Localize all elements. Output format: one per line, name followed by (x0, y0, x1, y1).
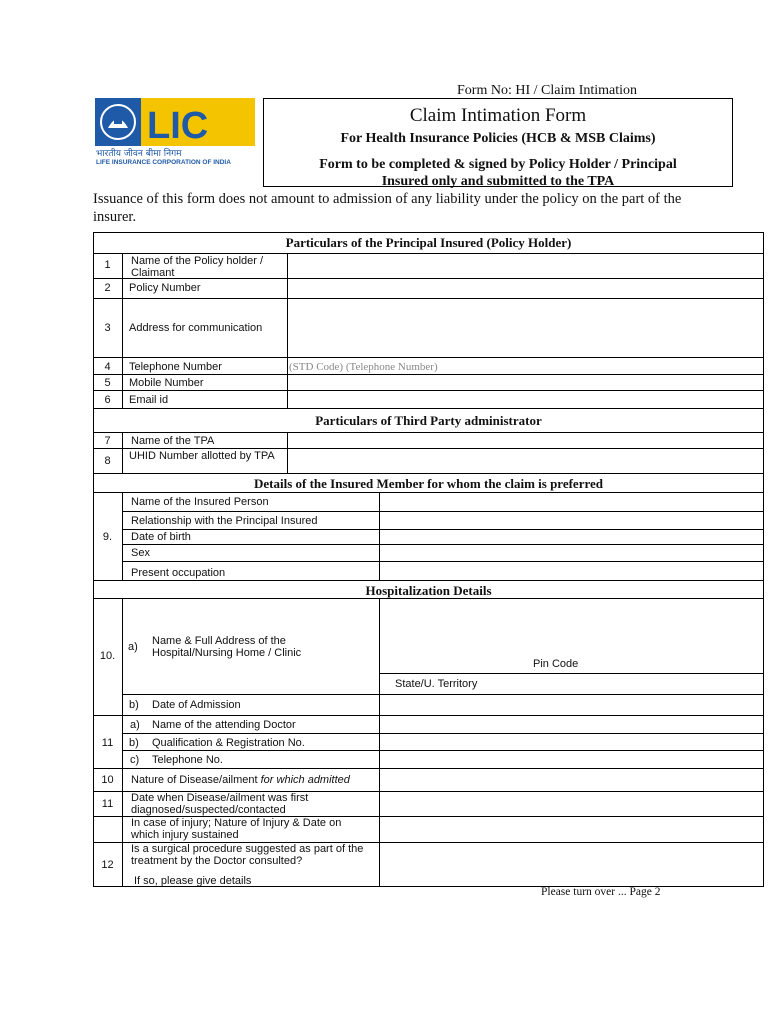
row-number: 11 (101, 798, 114, 810)
section-principal-insured: Particulars of the Principal Insured (Policy Holder) (285, 235, 572, 250)
sub-item-letter: a) (130, 719, 140, 731)
tpa-name-label: Name of the TPA (131, 435, 215, 447)
section-hospitalization: Hospitalization Details (365, 583, 492, 598)
form-subtitle: For Health Insurance Policies (HCB & MSB Claims) (340, 131, 656, 146)
row-number: 10 (101, 774, 114, 786)
doctor-telephone-field[interactable] (380, 751, 763, 768)
address-field[interactable] (288, 299, 763, 357)
row-number: 7 (104, 435, 111, 447)
mobile-field[interactable] (288, 375, 763, 390)
row-number: 9. (102, 531, 113, 543)
relationship-field[interactable] (380, 512, 763, 529)
date-of-birth-field[interactable] (380, 530, 763, 544)
admission-date-label: Date of Admission (152, 699, 241, 711)
row-number: 10. (99, 650, 116, 662)
sub-item-letter: c) (130, 754, 140, 766)
sub-item-letter: b) (129, 737, 139, 749)
page-footer: Please turn over ... Page 2 (541, 886, 661, 898)
sub-item-letter: b) (129, 699, 139, 711)
svg-text:LIFE INSURANCE CORPORATION OF: LIFE INSURANCE CORPORATION OF INDIA (96, 159, 231, 166)
email-field[interactable] (288, 391, 763, 408)
form-title: Claim Intimation Form (409, 105, 587, 126)
instruction-line-2: Insured only and submitted to the TPA (381, 174, 615, 189)
row-number: 8 (104, 455, 111, 467)
instruction-line-1: Form to be completed & signed by Policy Holder / Principal (319, 157, 677, 172)
disease-field[interactable] (380, 769, 763, 791)
injury-label: In case of injury; Nature of Injury & Date on which injury sustained (131, 817, 342, 841)
uhid-label: UHID Number allotted by TPA (129, 450, 275, 462)
insured-person-name-field[interactable] (380, 493, 763, 511)
admission-date-field[interactable] (380, 695, 763, 715)
policy-holder-name-label: Name of the Policy holder / Claimant (131, 255, 264, 279)
telephone-field[interactable]: (STD Code) (Telephone Number) (289, 361, 438, 373)
diagnosis-date-label: Date when Disease/ailment was first diagnosed/suspected/contacted (131, 792, 309, 816)
doctor-name-field[interactable] (380, 716, 763, 733)
uhid-field[interactable] (288, 449, 763, 473)
relationship-label: Relationship with the Principal Insured (131, 515, 318, 527)
row-number: 6 (104, 394, 111, 406)
pin-code-label: Pin Code (533, 658, 579, 670)
state-label: State/U. Territory (395, 678, 478, 690)
row-number: 5 (104, 377, 111, 389)
email-label: Email id (129, 394, 169, 406)
row-number: 4 (104, 361, 111, 373)
policy-number-field[interactable] (288, 279, 763, 298)
doctor-name-label: Name of the attending Doctor (152, 719, 296, 731)
row-number: 3 (104, 322, 111, 334)
row-number: 1 (104, 259, 111, 271)
hospital-address-field[interactable] (380, 599, 763, 673)
tpa-name-field[interactable] (288, 433, 763, 448)
policy-number-label: Policy Number (129, 282, 201, 294)
row-number: 12 (101, 859, 114, 871)
policy-holder-name-field[interactable] (288, 254, 763, 278)
surgery-label: Is a surgical procedure suggested as part of the treatment by the Doctor consulted? (131, 843, 364, 867)
qualification-label: Qualification & Registration No. (152, 737, 305, 749)
occupation-label: Present occupation (131, 567, 226, 579)
sub-item-letter: a) (128, 641, 138, 653)
svg-text:LIC: LIC (147, 105, 209, 147)
surgery-field[interactable] (380, 843, 763, 886)
mobile-label: Mobile Number (129, 377, 204, 389)
sex-label: Sex (131, 547, 150, 559)
row-number: 2 (104, 282, 111, 294)
form-number: Form No: HI / Claim Intimation (457, 83, 638, 98)
doctor-telephone-label: Telephone No. (152, 754, 223, 766)
row-number: 11 (101, 737, 114, 749)
telephone-label: Telephone Number (129, 361, 222, 373)
date-of-birth-label: Date of birth (131, 531, 191, 543)
address-label: Address for communication (129, 322, 263, 334)
occupation-field[interactable] (380, 562, 763, 580)
hospital-address-label: Name & Full Address of the Hospital/Nursing Home / Clinic (152, 635, 302, 659)
surgery-details-label: If so, please give details (134, 875, 252, 887)
sex-field[interactable] (380, 545, 763, 561)
section-insured-member: Details of the Insured Member for whom the claim is preferred (253, 476, 604, 491)
disclaimer: Issuance of this form does not amount to admission of any liability under the policy on the part of the insurer. (93, 191, 682, 225)
diagnosis-date-field[interactable] (380, 792, 763, 816)
disease-label: Nature of Disease/ailment for which admitted (131, 774, 350, 786)
svg-text:भारतीय जीवन बीमा निगम: भारतीय जीवन बीमा निगम (96, 149, 182, 159)
injury-field[interactable] (380, 817, 763, 842)
qualification-field[interactable] (380, 734, 763, 750)
insured-person-name-label: Name of the Insured Person (131, 496, 269, 508)
section-tpa: Particulars of Third Party administrator (315, 413, 542, 428)
